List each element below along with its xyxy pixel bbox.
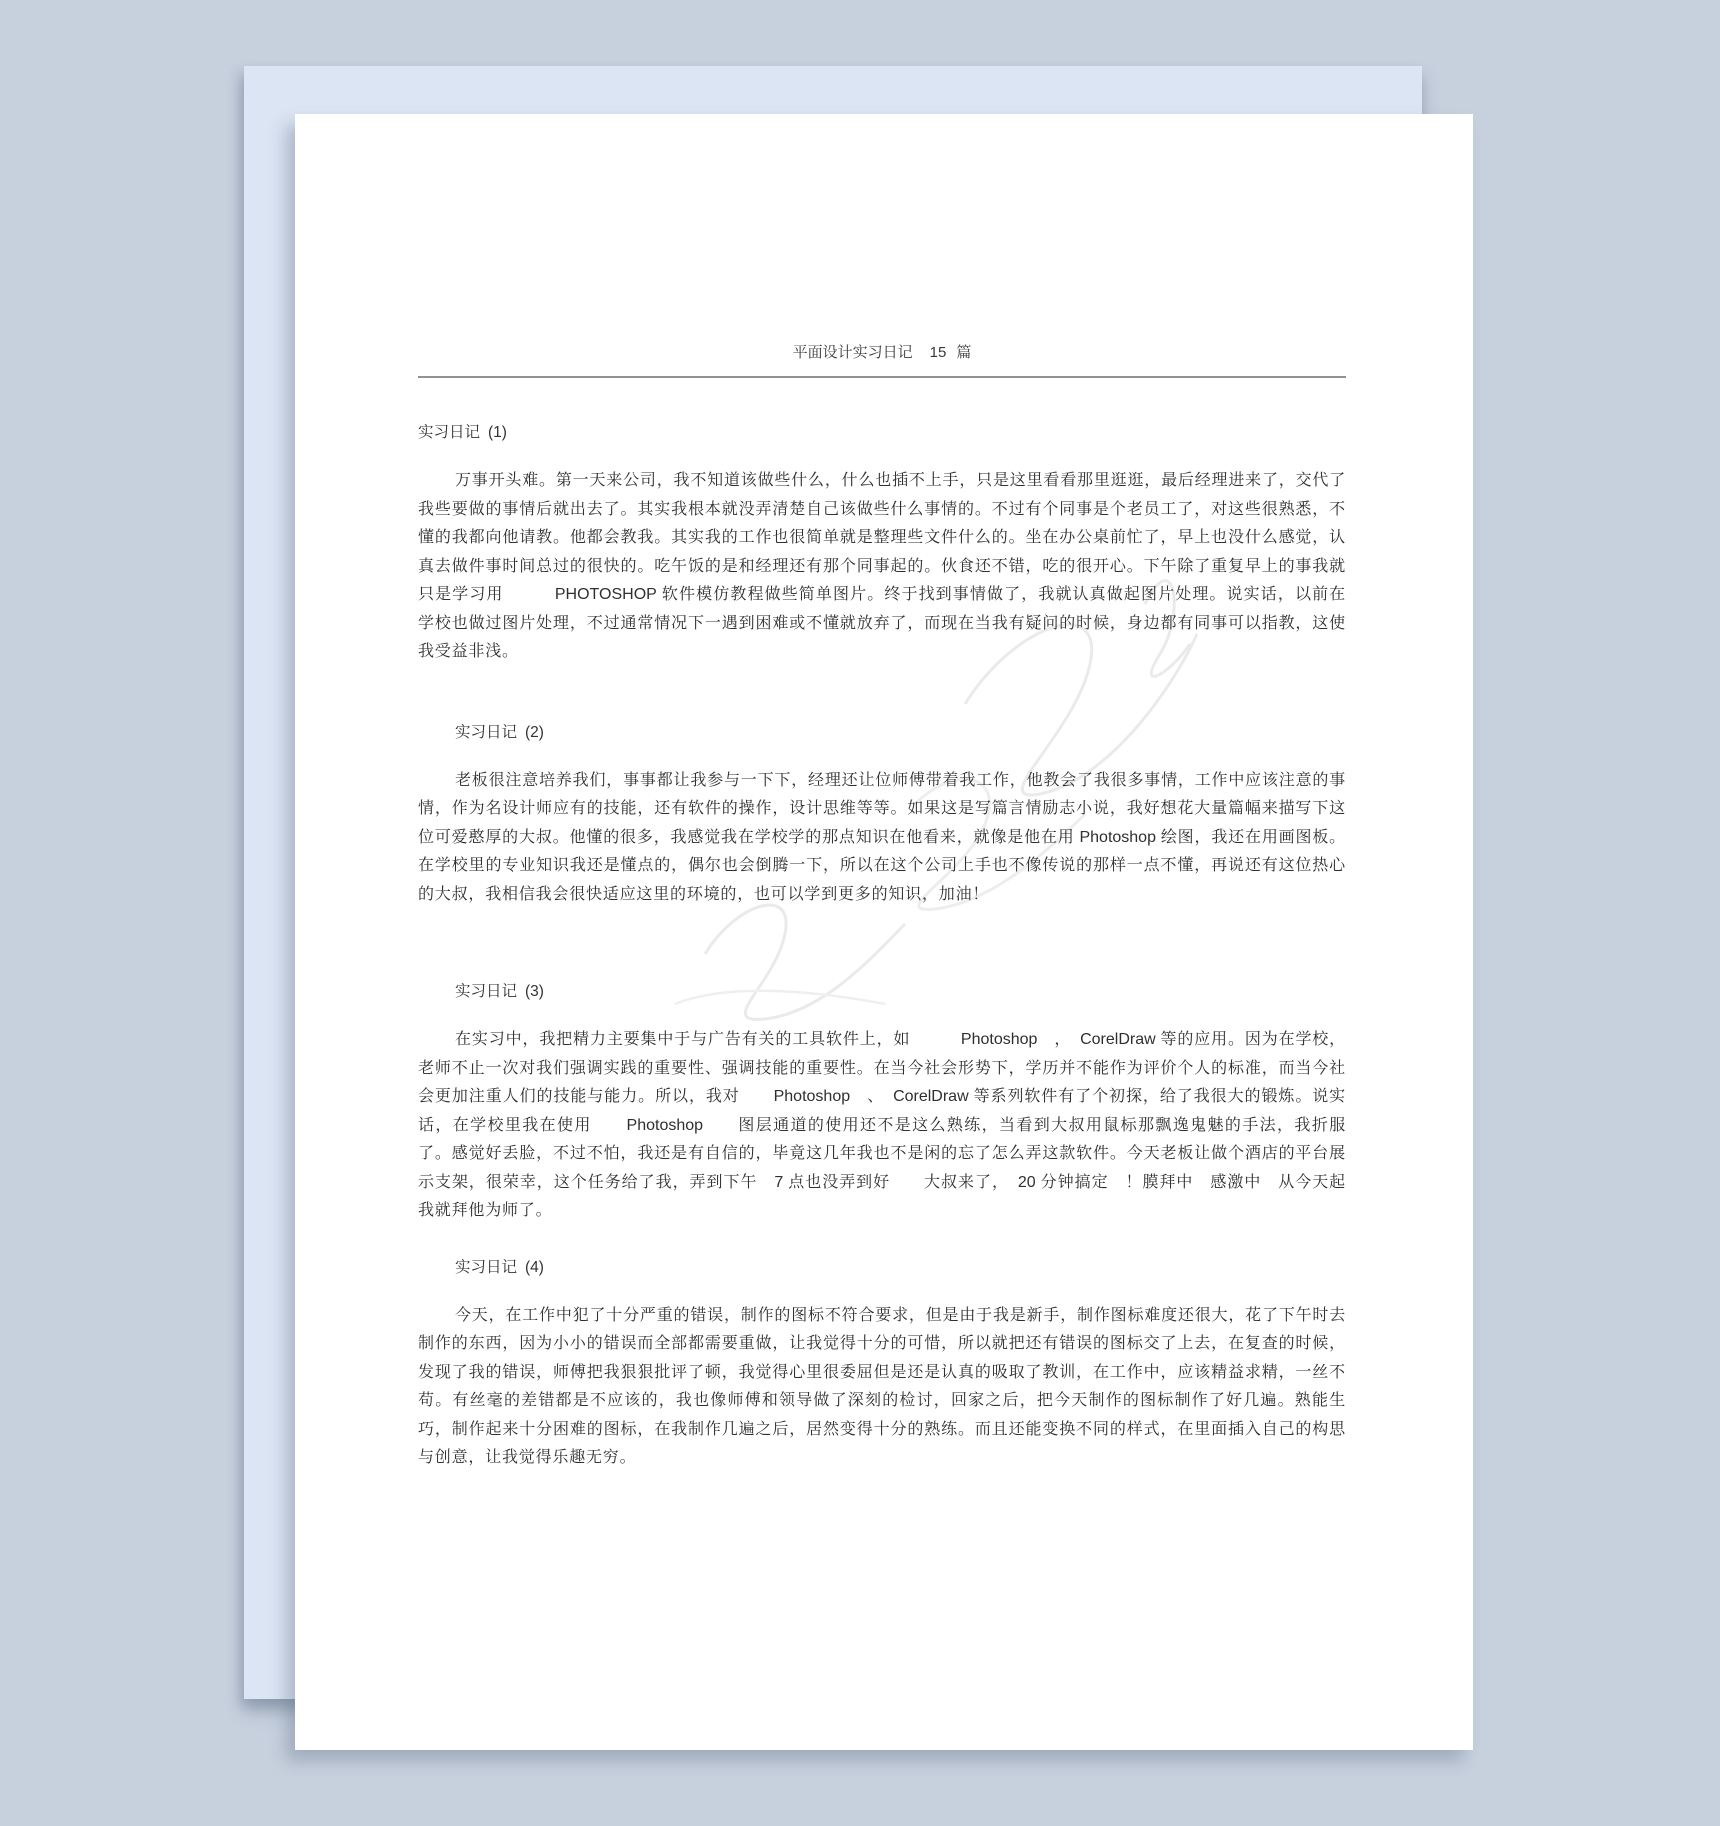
section-3-heading-number: (3) — [525, 983, 544, 1000]
section-2-heading-label: 实习日记 — [455, 723, 518, 741]
section-3-heading-label: 实习日记 — [455, 983, 518, 1000]
document-page — [295, 114, 1473, 1750]
title-text: 平面设计实习日记 — [792, 345, 913, 361]
diary-section-3 — [418, 981, 1346, 1226]
section-4-heading-label: 实习日记 — [455, 1258, 518, 1276]
diary-section-2 — [418, 722, 1346, 910]
title-count-number: 15 — [929, 344, 947, 361]
diary-section-4 — [418, 1257, 1346, 1473]
document-title — [418, 345, 1346, 361]
section-2-heading-number: (2) — [525, 723, 544, 741]
section-1-heading-number: (1) — [488, 424, 507, 441]
section-4-paragraph: 今天，在工作中犯了十分严重的错误，制作的图标不符合要求，但是由于我是新手，制作图标难度还很大，花了下午时去制作的东西，因为小小的错误而全部都需要重做，让我觉得十分的可惜，所以就把还有错误的图标交了上去，在复查的时候，发现了我的错误，师傅把我狠狠批评了顿，我觉得心里很委屈但是还是认真的吸取了教训，在工作中，应该精益求精，一丝不苟。有丝毫的差错都是不应该的，我也像师傅和领导做了深刻的检讨，回家之后，把今天制作的图标制作了好几遍。熟能生巧，制作起来十分困难的图标，在我制作几遍之后，居然变得十分的熟练。而且还能变换不同的样式，在里面插入自己的构思与创意，让我觉得乐趣无穷。 — [418, 1306, 1346, 1466]
diary-section-1 — [418, 422, 1346, 667]
section-4-heading-number: (4) — [525, 1258, 544, 1276]
section-2-paragraph: 老板很注意培养我们，事事都让我参与一下下，经理还让位师傅带着我工作，他教会了我很多事情，工作中应该注意的事情，作为名设计师应有的技能，还有软件的操作，设计思维等等。如果这是写篇言情励志小说，我好想花大量篇幅来描写下这位可爱憨厚的大叔。他懂的很多，我感觉我在学校学的那点知识在他看来，就像是他在用 Photoshop 绘图，我还在用画图板。在学校里的专业知识我还是懂点的，偶尔也会倒腾一下，所以在这个公司上手也不像传说的那样一点不懂，再说还有这位热心的大叔，我相信我会很快适应这里的环境的，也可以学到更多的知识，加油！ — [418, 771, 1346, 903]
section-3-paragraph: 在实习中，我把精力主要集中于与广告有关的工具软件上，如 Photoshop ， CorelDraw 等的应用。因为在学校，老师不止一次对我们强调实践的重要性、强调技能的重要性。在当今社会形势下，学历并不能作为评价个人的标准，而当今社会更加注重人们的技能与能力。所以，我对 Photoshop 、 CorelDraw 等系列软件有了个初探，给了我很大的锻炼。说实话，在学校里我在使用 Photoshop 图层通道的使用还不是这么熟练，当看到大叔用鼠标那飘逸鬼魅的手法，我折服了。感觉好丢脸，不过不怕，我还是有自信的，毕竟这几年我也不是闲的忘了怎么弄这款软件。今天老板让做个酒店的平台展示支架，很荣幸，这个任务给了我，弄到下午 7 点也没弄到好 大叔来了， 20 分钟搞定 ！膜拜中 感激中 从今天起我就拜他为师了。 — [418, 1031, 1346, 1219]
document-content — [418, 114, 1346, 1473]
section-2-heading — [418, 722, 1346, 744]
section-1-paragraph: 万事开头难。第一天来公司，我不知道该做些什么，什么也插不上手，只是这里看看那里逛逛，最后经理进来了，交代了我些要做的事情后就出去了。其实我根本就没弄清楚自己该做些什么事情的。不过有个同事是个老员工了，对这些很熟悉，不懂的我都向他请教。他都会教我。其实我的工作也很简单就是整理些文件什么的。坐在办公桌前忙了，早上也没什么感觉，认真去做件事时间总过的很快的。吃午饭的是和经理还有那个同事起的。伙食还不错，吃的很开心。下午除了重复早上的事我就只是学习用 PHOTOSHOP 软件模仿教程做些简单图片。终于找到事情做了，我就认真做起图片处理。说实话，以前在学校也做过图片处理，不过通常情况下一遇到困难或不懂就放弃了，而现在当我有疑问的时候，身边都有同事可以指教，这使我受益非浅。 — [418, 472, 1346, 660]
section-1-heading-label: 实习日记 — [418, 424, 481, 441]
title-count-unit: 篇 — [956, 345, 972, 361]
section-3-heading — [418, 981, 1346, 1003]
header-rule — [418, 376, 1346, 378]
section-1-heading — [418, 422, 1346, 444]
section-4-heading — [418, 1257, 1346, 1279]
